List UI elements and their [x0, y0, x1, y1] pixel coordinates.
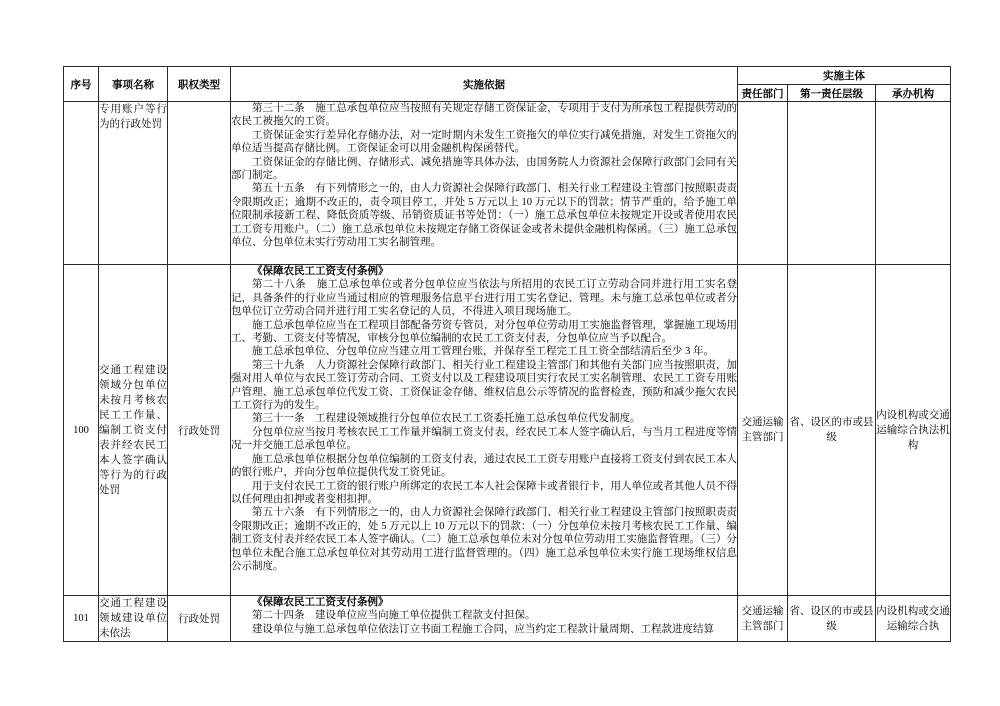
first-level: 省、设区的市或县级	[788, 265, 876, 596]
responsible-dept	[738, 102, 788, 265]
basis-paragraph: 第三十二条 施工总承包单位应当按照有关规定存储工资保证金，专项用于支付为所承包工程提供劳动的农民工被拖欠的工资。	[231, 103, 737, 128]
responsible-dept: 交通运输主管部门	[738, 596, 788, 642]
responsible-dept: 交通运输主管部门	[738, 265, 788, 596]
table-row	[64, 596, 951, 642]
header-item-name: 事项名称	[99, 67, 168, 102]
agency	[876, 102, 951, 265]
row-seq: 100	[64, 265, 99, 596]
authority-type: 行政处罚	[168, 265, 231, 596]
header-row-1	[64, 67, 951, 85]
header-implementation-basis: 实施依据	[231, 67, 738, 102]
table-row	[64, 265, 951, 596]
basis-paragraph: 第三十九条 人力资源社会保障行政部门、相关行业工程建设主管部门和其他有关部门应当按照职责，加强对用人单位与农民工签订劳动合同、工资支付以及工程建设项目实行农民工实名制管理、农民工工资专用账户管理、施工总承包单位代发工资、工资保证金存储、维权信息公示等情况的监督检查，预防和减少拖欠农民工工资行为的发生。	[231, 359, 737, 412]
basis-paragraph: 第二十八条 施工总承包单位或者分包单位应当依法与所招用的农民工订立劳动合同并进行用工实名登记，具备条件的行业应当通过相应的管理服务信息平台进行用工实名登记、管理。未与施工总承包单位或者分包单位订立劳动合同并进行用工实名登记的人员，不得进入项目现场施工。	[231, 279, 737, 318]
authority-type	[168, 102, 231, 265]
administrative-power-table	[63, 66, 951, 642]
row-seq: 101	[64, 596, 99, 642]
item-name: 专用账户等行为的行政处罚	[99, 102, 168, 265]
item-name: 交通工程建设领域建设单位未依法	[99, 596, 168, 642]
basis-paragraph: 工资保证金的存储比例、存储形式、减免措施等具体办法，由国务院人力资源社会保障行政部门会同有关部门制定。	[231, 156, 737, 182]
item-name: 交通工程建设领域分包单位未按月考核农民工工作量、编制工资支付表并经农民工本人签字确认等行为的行政处罚	[99, 265, 168, 596]
implementation-basis	[231, 102, 738, 265]
basis-paragraph: 第三十一条 工程建设领域推行分包单位农民工工资委托施工总承包单位代发制度。	[252, 413, 641, 425]
header-responsible-dept: 责任部门	[738, 85, 788, 102]
header-seq: 序号	[64, 67, 99, 102]
implementation-basis	[231, 265, 738, 596]
agency: 内设机构或交通运输综合执法机构	[876, 265, 951, 596]
header-first-level: 第一责任层级	[788, 85, 876, 102]
basis-paragraph: 施工总承包单位、分包单位应当建立用工管理台账，并保存至工程完工且工资全部结清后至少 3 年。	[252, 346, 714, 358]
row-seq	[64, 102, 99, 265]
basis-paragraph: 分包单位应当按月考核农民工工作量并编制工资支付表，经农民工本人签字确认后，与当月工程进度等情况一并交施工总承包单位。	[231, 426, 737, 452]
table-row	[64, 102, 951, 265]
basis-paragraph: 施工总承包单位根据分包单位编制的工资支付表，通过农民工工资专用账户直接将工资支付到农民工本人的银行账户，并向分包单位提供代发工资凭证。	[231, 453, 737, 479]
basis-paragraph: 用于支付农民工工资的银行账户所绑定的农民工本人社会保障卡或者银行卡，用人单位或者其他人员不得以任何理由扣押或者变相扣押。	[231, 480, 737, 505]
basis-paragraph: 第五十六条 有下列情形之一的，由人力资源社会保障行政部门、相关行业工程建设主管部门按照职责责令限期改正；逾期不改正的，处 5 万元以上 10 万元以下的罚款：（一）分包单位未按月考核农民工工作量、编制工资支付表并经农民工本人签字确认。（二）施工总承包单位未对分包单位劳动用工实施监督管理。（三）分包单位未配合施工总承包单位对其劳动用工进行监督管理的。（四）施工总承包单位未实行施工现场维权信息公示制度。	[231, 507, 737, 572]
law-title: 《保障农民工工资支付条例》	[252, 597, 389, 608]
basis-paragraph: 工资保证金实行差异化存储办法，对一定时期内未发生工资拖欠的单位实行减免措施，对发生工资拖欠的单位适当提高存储比例。工资保证金可以用金融机构保函替代。	[231, 129, 737, 155]
basis-paragraph: 第五十五条 有下列情形之一的，由人力资源社会保障行政部门、相关行业工程建设主管部门按照职责责令限期改正；逾期不改正的，责令项目停工，并处 5 万元以上 10 万元以下的罚款；情节严重的，给予施工单位限制承接新工程、降低资质等级、吊销资质证书等处罚：（一）施工总承包单位未按规定开设或者使用农民工工资专用账户。（二）施工总承包单位未按规定存储工资保证金或者未提供金融机构保函。（三）施工总承包单位、分包单位未实行劳动用工实名制管理。	[231, 183, 737, 249]
first-level	[788, 102, 876, 265]
header-agency: 承办机构	[876, 85, 951, 102]
implementation-basis	[231, 596, 738, 642]
first-level: 省、设区的市或县级	[788, 596, 876, 642]
authority-type: 行政处罚	[168, 596, 231, 642]
basis-paragraph: 建设单位与施工总承包单位依法订立书面工程施工合同，应当约定工程款计量周期、工程款进度结算	[252, 623, 714, 635]
basis-paragraph: 施工总承包单位应当在工程项目部配备劳资专管员，对分包单位劳动用工实施监督管理，掌握施工现场用工、考勤、工资支付等情况，审核分包单位编制的农民工工资支付表，分包单位应当予以配合。	[231, 319, 737, 345]
law-title: 《保障农民工工资支付条例》	[252, 266, 389, 277]
basis-paragraph: 第二十四条 建设单位应当向施工单位提供工程款支付担保。	[252, 610, 536, 622]
header-authority-type: 职权类型	[168, 67, 231, 102]
agency: 内设机构或交通运输综合执	[876, 596, 951, 642]
header-implementation-subject: 实施主体	[738, 67, 951, 85]
